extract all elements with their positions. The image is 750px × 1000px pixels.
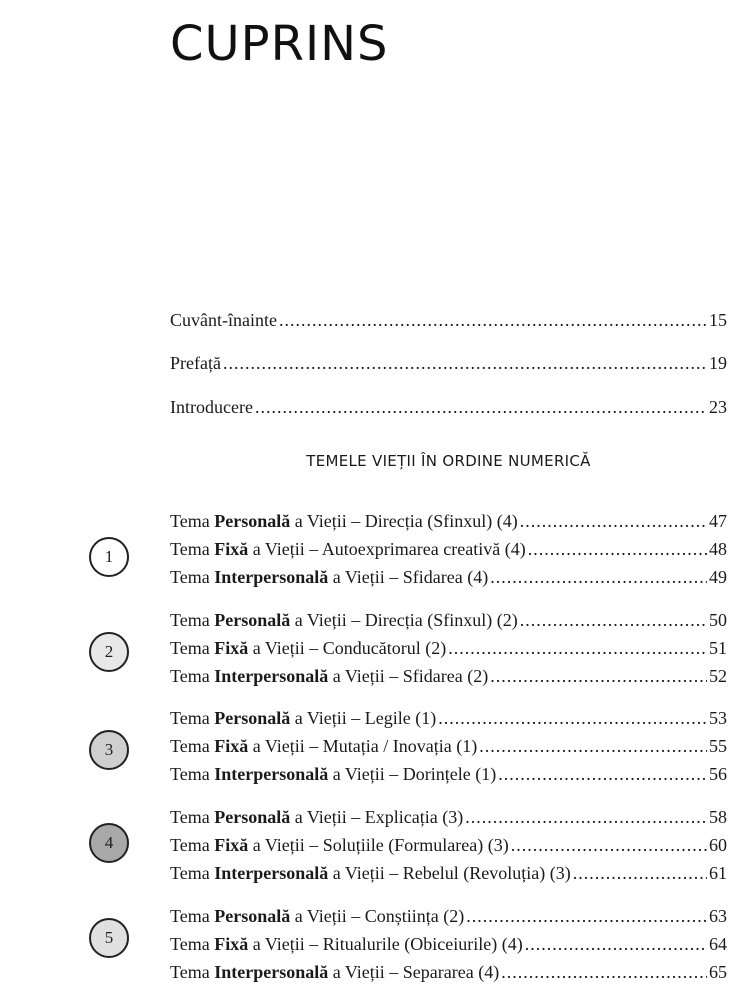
toc-entry-page: 47 bbox=[709, 511, 727, 531]
theme-number-badge: 3 bbox=[89, 730, 129, 770]
toc-entry[interactable]: Tema Interpersonală a Vieții – Sfidarea (4) ..... 49 bbox=[170, 566, 727, 588]
theme-number-badge: 2 bbox=[89, 632, 129, 672]
toc-entry[interactable]: Tema Interpersonală a Vieții – Dorințele (1) ..... 56 bbox=[170, 763, 727, 785]
toc-entry[interactable]: Tema Fixă a Vieții – Mutația / Inovația (1) ..... 55 bbox=[170, 735, 727, 757]
toc-entry-page: 23 bbox=[709, 397, 727, 417]
toc-entry[interactable]: Tema Personală a Vieții – Direcția (Sfinxul) (4) ..... 47 bbox=[170, 510, 727, 532]
toc-entry-page: 63 bbox=[709, 906, 727, 926]
toc-entry[interactable]: Tema Fixă a Vieții – Conducătorul (2) ..... 51 bbox=[170, 637, 727, 659]
toc-entry[interactable]: Tema Fixă a Vieții – Autoexprimarea creativă (4) ..... 48 bbox=[170, 538, 727, 560]
toc-entry-label: Cuvânt-înainte bbox=[170, 310, 277, 330]
dot-leader bbox=[255, 396, 707, 418]
toc-entry-label: Prefață bbox=[170, 353, 221, 373]
toc-entry[interactable]: Tema Personală a Vieții – Conștiința (2) ..... 63 bbox=[170, 905, 727, 927]
toc-entry-page: 50 bbox=[709, 610, 727, 630]
dot-leader bbox=[520, 609, 707, 631]
dot-leader bbox=[465, 806, 707, 828]
theme-number-badge: 4 bbox=[89, 823, 129, 863]
dot-leader bbox=[520, 510, 707, 532]
dot-leader bbox=[528, 538, 707, 560]
dot-leader bbox=[438, 707, 707, 729]
dot-leader bbox=[490, 566, 707, 588]
toc-entry-page: 49 bbox=[709, 567, 727, 587]
dot-leader bbox=[279, 309, 707, 331]
dot-leader bbox=[479, 735, 707, 757]
toc-entry-page: 19 bbox=[709, 353, 727, 373]
toc-entry-page: 65 bbox=[709, 962, 727, 982]
toc-entry-introducere[interactable] bbox=[170, 396, 727, 418]
toc-entry[interactable]: Tema Interpersonală a Vieții – Separarea (4) ..... 65 bbox=[170, 961, 727, 983]
toc-entry-page: 60 bbox=[709, 835, 727, 855]
toc-entry[interactable]: Tema Personală a Vieții – Direcția (Sfinxul) (2) ..... 50 bbox=[170, 609, 727, 631]
toc-entry-page: 64 bbox=[709, 934, 727, 954]
dot-leader bbox=[448, 637, 707, 659]
dot-leader bbox=[466, 905, 707, 927]
dot-leader bbox=[223, 352, 707, 374]
dot-leader bbox=[573, 862, 707, 884]
toc-entry-prefata[interactable] bbox=[170, 352, 727, 374]
toc-entry[interactable]: Tema Interpersonală a Vieții – Rebelul (Revoluția) (3) ..... 61 bbox=[170, 862, 727, 884]
theme-number-badge: 1 bbox=[89, 537, 129, 577]
dot-leader bbox=[525, 933, 707, 955]
toc-entry[interactable]: Tema Fixă a Vieții – Ritualurile (Obiceiurile) (4) ..... 64 bbox=[170, 933, 727, 955]
toc-entry-page: 53 bbox=[709, 708, 727, 728]
toc-entry[interactable]: Tema Fixă a Vieții – Soluțiile (Formularea) (3) ..... 60 bbox=[170, 834, 727, 856]
toc-entry-page: 58 bbox=[709, 807, 727, 827]
toc-entry-cuvant-inainte[interactable] bbox=[170, 309, 727, 331]
section-heading: TEMELE VIEȚII ÎN ORDINE NUMERICĂ bbox=[306, 452, 591, 470]
toc-entry-page: 51 bbox=[709, 638, 727, 658]
toc-entry-page: 55 bbox=[709, 736, 727, 756]
dot-leader bbox=[498, 763, 707, 785]
toc-entry-page: 15 bbox=[709, 310, 727, 330]
dot-leader bbox=[511, 834, 707, 856]
toc-entry-page: 56 bbox=[709, 764, 727, 784]
toc-entry[interactable]: Tema Personală a Vieții – Legile (1) ..... 53 bbox=[170, 707, 727, 729]
toc-entry-label: Introducere bbox=[170, 397, 253, 417]
dot-leader bbox=[490, 665, 707, 687]
toc-entry[interactable]: Tema Personală a Vieții – Explicația (3) ..... 58 bbox=[170, 806, 727, 828]
toc-entry-page: 61 bbox=[709, 863, 727, 883]
theme-number-badge: 5 bbox=[89, 918, 129, 958]
dot-leader bbox=[501, 961, 707, 983]
toc-entry[interactable]: Tema Interpersonală a Vieții – Sfidarea (2) ..... 52 bbox=[170, 665, 727, 687]
toc-entry-page: 48 bbox=[709, 539, 727, 559]
toc-entry-page: 52 bbox=[709, 666, 727, 686]
page-title: CUPRINS bbox=[170, 16, 389, 72]
